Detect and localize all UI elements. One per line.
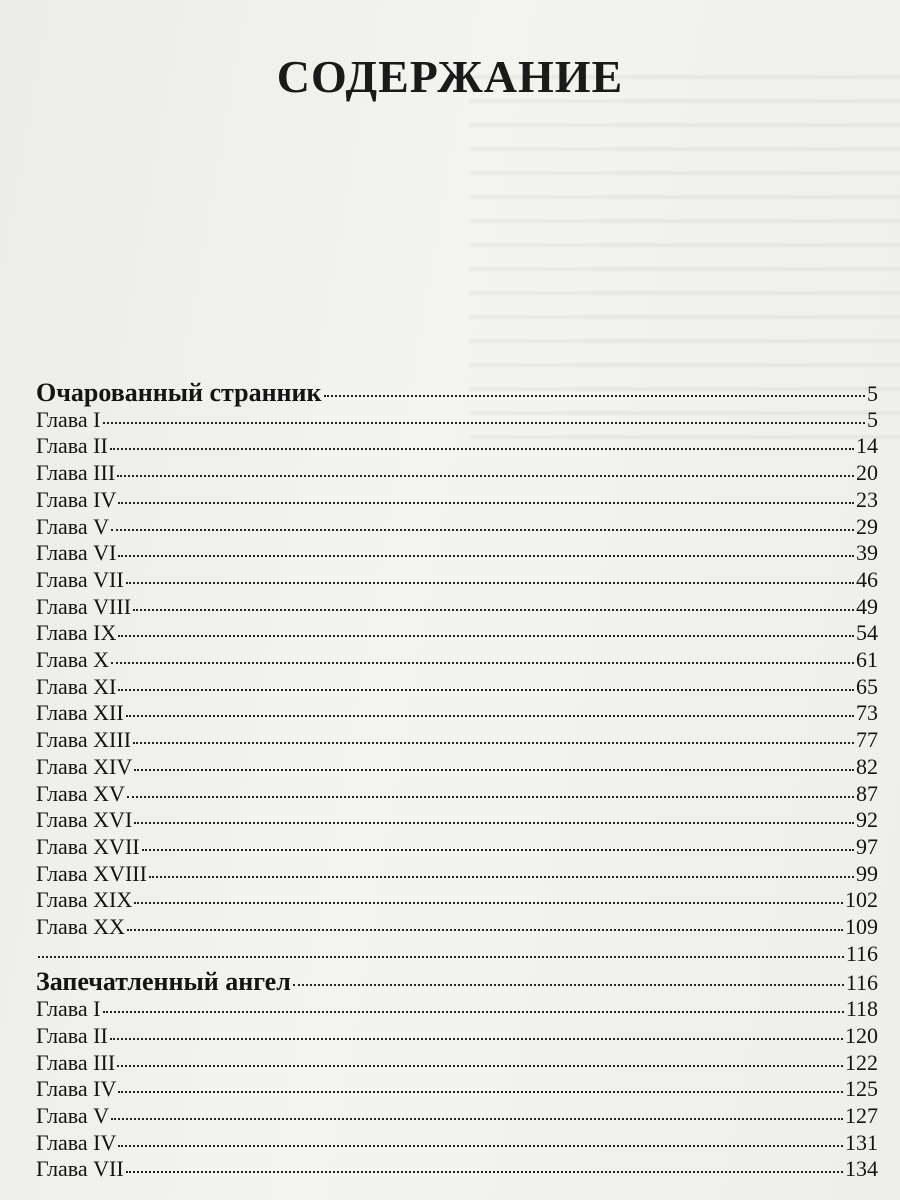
- dot-leader: [110, 448, 854, 450]
- chapter-label: Глава V: [36, 513, 110, 539]
- page-number: 118: [845, 996, 878, 1022]
- chapter-label: Глава VII: [36, 1156, 124, 1182]
- dot-leader: [118, 1145, 843, 1147]
- dot-leader: [118, 635, 854, 637]
- chapter-row: [36, 433, 878, 459]
- chapter-label: Глава XII: [36, 700, 124, 726]
- chapter-label: Глава IX: [36, 620, 117, 646]
- chapter-label: Глава II: [36, 433, 108, 459]
- chapter-row: [36, 727, 878, 753]
- chapter-label: Глава I: [36, 996, 101, 1022]
- page-number: 77: [856, 727, 878, 753]
- dot-leader: [38, 956, 844, 958]
- chapter-row: [36, 1076, 878, 1102]
- chapter-label: Глава IV: [36, 1129, 117, 1155]
- section-title: Запечатленный ангел: [36, 967, 291, 997]
- dot-leader: [126, 715, 854, 717]
- dot-leader: [127, 929, 843, 931]
- chapter-label: Глава VIII: [36, 593, 132, 619]
- page-number: 23: [856, 486, 878, 512]
- dot-leader: [110, 1038, 843, 1040]
- chapter-row: [36, 594, 878, 620]
- chapter-label: Глава XIX: [36, 887, 133, 913]
- chapter-label: Глава XVI: [36, 807, 133, 833]
- chapter-label: Глава V: [36, 1102, 110, 1128]
- page-number: 116: [845, 970, 878, 996]
- dot-leader: [134, 902, 843, 904]
- chapter-row: [36, 567, 878, 593]
- chapter-row: [36, 754, 878, 780]
- page-number: 120: [845, 1022, 878, 1048]
- chapter-row: [36, 781, 878, 807]
- dot-leader: [118, 1091, 843, 1093]
- chapter-label: Глава III: [36, 460, 116, 486]
- page-number: 14: [856, 433, 878, 459]
- page-number: 49: [856, 593, 878, 619]
- chapter-row: [36, 620, 878, 646]
- chapter-row: [36, 1130, 878, 1156]
- dot-leader: [133, 742, 854, 744]
- dot-leader: [118, 689, 854, 691]
- dot-leader: [118, 555, 854, 557]
- chapter-row: [36, 996, 878, 1022]
- dot-leader: [111, 662, 854, 664]
- dot-leader: [117, 1065, 843, 1067]
- chapter-row: [36, 514, 878, 540]
- dot-leader: [134, 822, 854, 824]
- dot-leader: [103, 1011, 844, 1013]
- chapter-label: Глава XIV: [36, 753, 133, 779]
- chapter-row: [36, 700, 878, 726]
- dot-leader: [111, 529, 854, 531]
- chapter-label: Глава VII: [36, 566, 124, 592]
- page-number: 5: [867, 381, 878, 406]
- chapter-row: [36, 887, 878, 913]
- page-number: 5: [867, 406, 878, 432]
- chapter-row: [36, 487, 878, 513]
- page-number: 29: [856, 513, 878, 539]
- chapter-label: Глава X: [36, 647, 110, 672]
- page-title: СОДЕРЖАНИЕ: [276, 51, 624, 102]
- chapter-label: Глава II: [36, 1022, 108, 1048]
- chapter-label: Глава III: [36, 1049, 116, 1075]
- dot-leader: [142, 849, 854, 851]
- page-number: 87: [856, 780, 878, 806]
- dot-leader: [149, 876, 854, 878]
- chapter-label: Глава XVII: [36, 833, 140, 859]
- page-number: 125: [845, 1076, 878, 1102]
- dot-leader: [293, 984, 844, 986]
- chapter-row: [36, 647, 878, 673]
- chapter-row: [36, 1050, 878, 1076]
- dot-leader: [127, 796, 854, 798]
- chapter-row: [36, 834, 878, 860]
- section-row: [36, 378, 878, 408]
- chapter-row: [36, 407, 878, 433]
- page-number: 116: [845, 940, 878, 966]
- chapter-row: [36, 807, 878, 833]
- chapter-label: Глава VI: [36, 540, 117, 566]
- dot-leader: [103, 422, 866, 424]
- dot-leader: [118, 502, 854, 504]
- page-number: 99: [856, 860, 878, 886]
- chapter-row: [36, 1156, 878, 1182]
- chapter-row: [36, 540, 878, 566]
- page-number: 73: [856, 700, 878, 726]
- chapter-row: [36, 1103, 878, 1129]
- dot-leader: [117, 475, 854, 477]
- chapter-row: [36, 1023, 878, 1049]
- page-number: 122: [845, 1049, 878, 1075]
- page-number: 46: [856, 566, 878, 592]
- chapter-label: Глава IV: [36, 486, 117, 512]
- chapter-row: [36, 914, 878, 940]
- page-number: 131: [845, 1129, 878, 1155]
- chapter-label: Глава XX: [36, 914, 125, 939]
- chapter-label: Глава I: [36, 406, 101, 432]
- page-number: 39: [856, 540, 878, 566]
- trailing-page-row: [36, 941, 878, 967]
- chapter-row: [36, 861, 878, 887]
- chapter-label: Глава XV: [36, 780, 125, 806]
- chapter-row: [36, 460, 878, 486]
- page-number: 92: [856, 807, 878, 833]
- page-number: 20: [856, 460, 878, 486]
- dot-leader: [126, 582, 854, 584]
- page-number: 82: [856, 753, 878, 779]
- page-number: 134: [845, 1156, 878, 1182]
- dot-leader: [111, 1118, 843, 1120]
- page-number: 65: [856, 673, 878, 699]
- chapter-label: Глава XIII: [36, 727, 132, 753]
- chapter-label: Глава XI: [36, 673, 117, 699]
- dot-leader: [134, 769, 854, 771]
- page-number: 109: [845, 914, 878, 939]
- page-number: 61: [856, 647, 878, 672]
- page-number: 102: [845, 887, 878, 913]
- chapter-label: Глава XVIII: [36, 860, 147, 886]
- dot-leader: [324, 395, 866, 397]
- dot-leader: [133, 609, 854, 611]
- section-row: [36, 967, 878, 997]
- page-number: 97: [856, 833, 878, 859]
- dot-leader: [126, 1171, 843, 1173]
- section-title: Очарованный странник: [36, 378, 322, 407]
- chapter-row: [36, 674, 878, 700]
- page-number: 127: [845, 1102, 878, 1128]
- chapter-label: Глава IV: [36, 1076, 117, 1102]
- page-number: 54: [856, 620, 878, 646]
